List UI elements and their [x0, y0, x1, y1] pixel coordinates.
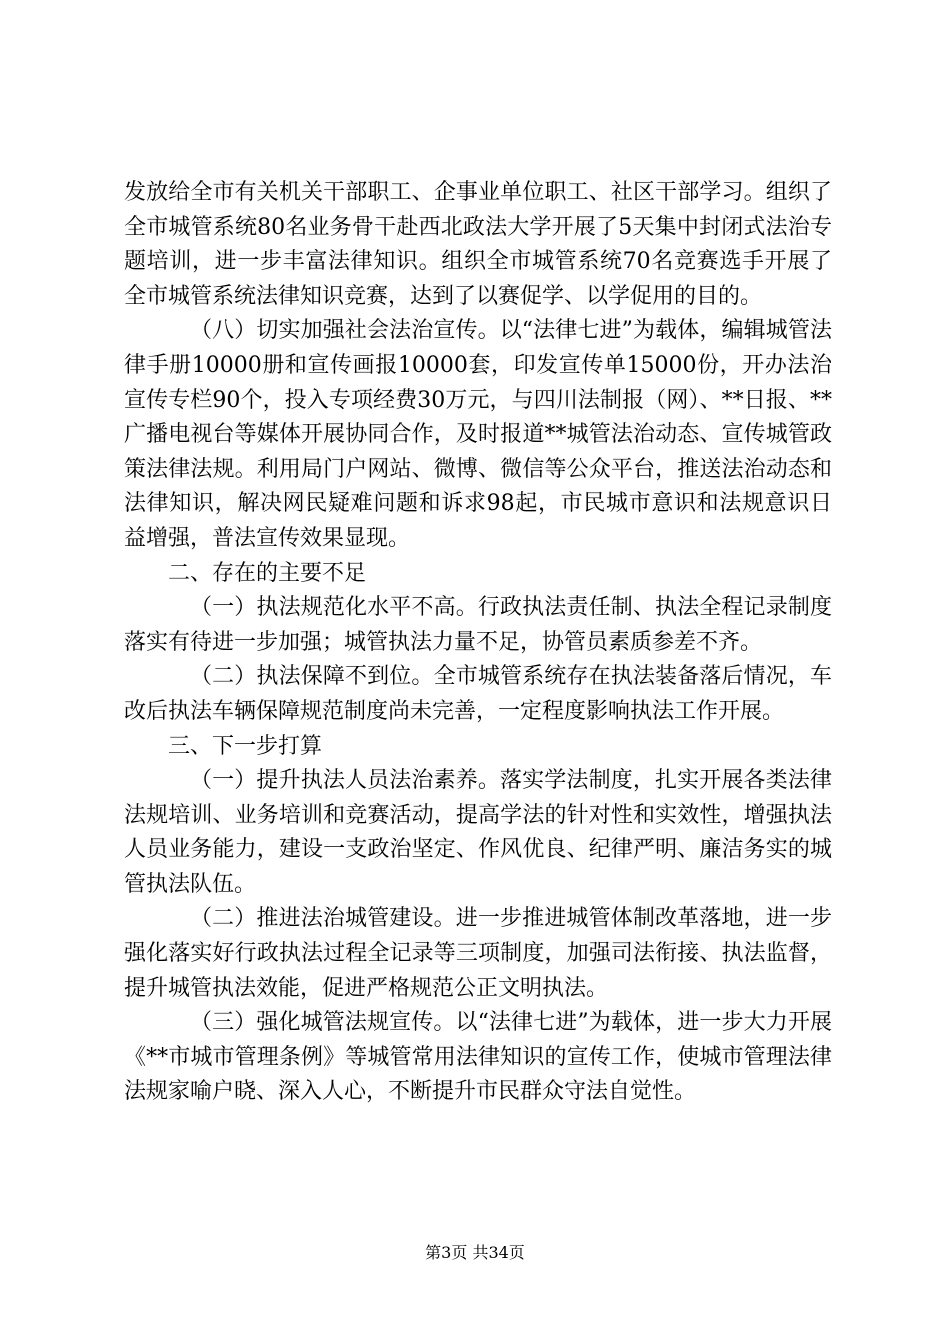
page-number-footer: 第3页 共34页 — [425, 1243, 525, 1262]
paragraph-next-step-1: （一）提升执法人员法治素养。落实学法制度，扎实开展各类法律法规培训、业务培训和竞赛活动，提高学法的针对性和实效性，增强执法人员业务能力，建设一支政治坚定、作风优良、纪律严明、廉洁务实的城管执法队伍。 — [124, 768, 832, 897]
document-body — [124, 176, 832, 1110]
heading-shortcomings: 二、存在的主要不足 — [168, 560, 367, 586]
paragraph-next-step-2: （二）推进法治城管建设。进一步推进城管体制改革落地，进一步强化落实好行政执法过程全记录等三项制度，加强司法衔接、执法监督，提升城管执法效能，促进严格规范公正文明执法。 — [124, 906, 832, 1001]
paragraph-next-step-3: （三）强化城管法规宣传。以“法律七进”为载体，进一步大力开展《**市城市管理条例》等城管常用法律知识的宣传工作，使城市管理法律法规家喻户晓、深入人心，不断提升市民群众守法自觉性。 — [124, 1010, 832, 1105]
paragraph-section-8: （八）切实加强社会法治宣传。以“法律七进”为载体，编辑城管法律手册10000册和宣传画报10000套，印发宣传单15000份，开办法治宣传专栏90个，投入专项经费30万元，与四川法制报（网）、**日报、**广播电视台等媒体开展协同合作，及时报道**城管法治动态、宣传城管政策法律法规。利用局门户网站、微博、微信等公众平台，推送法治动态和法律知识，解决网民疑难问题和诉求98起，市民城市意识和法规意识日益增强，普法宣传效果显现。 — [124, 318, 832, 551]
paragraph-shortcoming-2: （二）执法保障不到位。全市城管系统存在执法装备落后情况，车改后执法车辆保障规范制度尚未完善，一定程度影响执法工作开展。 — [124, 664, 832, 724]
heading-next-steps: 三、下一步打算 — [168, 733, 323, 759]
paragraph-continuation: 发放给全市有关机关干部职工、企事业单位职工、社区干部学习。组织了全市城管系统80名业务骨干赴西北政法大学开展了5天集中封闭式法治专题培训，进一步丰富法律知识。组织全市城管系统70名竞赛选手开展了全市城管系统法律知识竞赛，达到了以赛促学、以学促用的目的。 — [124, 180, 832, 309]
paragraph-shortcoming-1: （一）执法规范化水平不高。行政执法责任制、执法全程记录制度落实有待进一步加强；城管执法力量不足，协管员素质参差不齐。 — [124, 595, 832, 655]
